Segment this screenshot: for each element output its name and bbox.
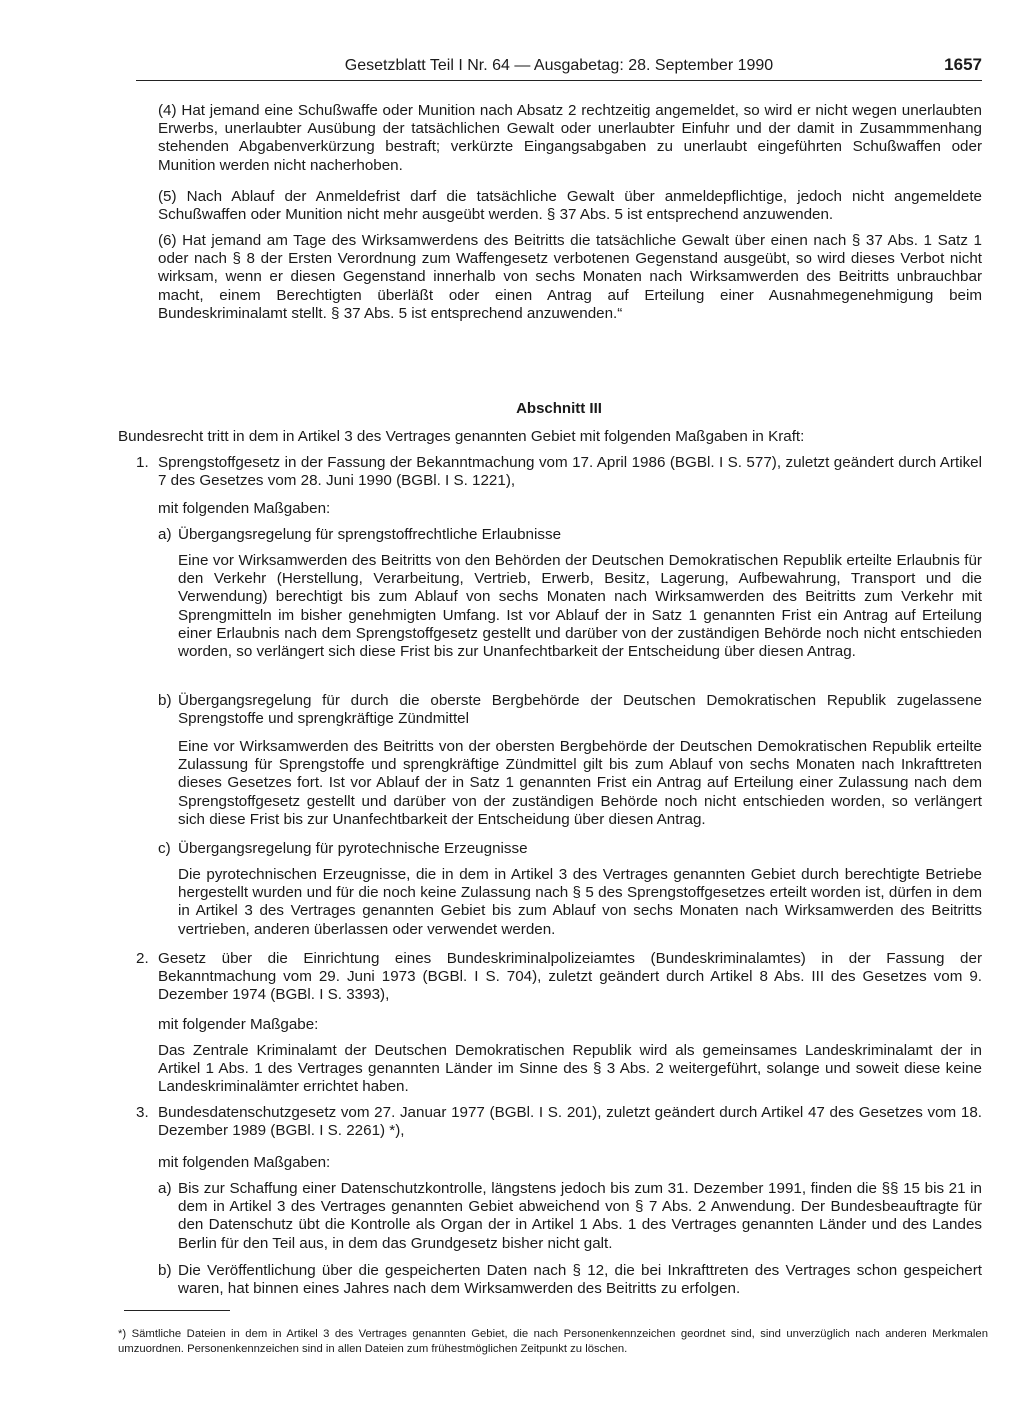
item-1-text: Sprengstoffgesetz in der Fassung der Bekanntmachung vom 17. April 1986 (BGBl. I S. 577), zuletzt geändert durch Artikel 7 des Gesetzes vom 28. Juni 1990 (BGBl. I S. 1221), — [158, 454, 982, 490]
item-1a-text: Eine vor Wirksamwerden des Beitritts von den Behörden der Deutschen Demokratischen Republik erteilte Erlaubnis für den Verkehr (Herstellung, Verarbeitung, Vertrieb, Erwerb, Besitz, Lagerung, Aufbewahrung, Transport und die Verwendung) berechtigt bis zum Ablauf von sechs Monaten nach Wirksamwerden des Beitritts zum Verkehr mit Sprengmitteln im bisher genehmigten Umfang. Ist vor Ablauf der in Satz 1 genannten Frist ein Antrag auf Erteilung einer Erlaubnis nach dem Sprengstoffgesetz gestellt und darüber von der zuständigen Behörde noch nicht entschieden worden, so verlängert sich diese Frist bis zur Unanfechtbarkeit der Entscheidung über diesen Antrag. — [178, 552, 982, 661]
footnote: *) Sämtliche Dateien in dem in Artikel 3 des Vertrages genannten Gebiet, die nach Personenkennzeichen geordnet sind, sind unverzüglich nach anderen Merkmalen umzuordnen. Personenkennzeichen sind in allen Dateien zum frühestmöglichen Zeitpunkt zu löschen. — [118, 1328, 988, 1355]
item-3b-label: b) — [158, 1262, 172, 1279]
item-1c-text: Die pyrotechnischen Erzeugnisse, die in dem in Artikel 3 des Vertrages genannten Gebiet durch berechtigte Betriebe hergestellt wurden und für die noch keine Zulassung nach § 5 des Sprengstoffgesetzes erteilt worden ist, dürfen in dem in Artikel 3 des Vertrages genannten Gebiet bis zum Ablauf von sechs Monaten nach Wirksamwerden des Beitritts vertrieben, anderen überlassen oder verwendet werden. — [178, 866, 982, 938]
section-intro: Bundesrecht tritt in dem in Artikel 3 des Vertrages genannten Gebiet mit folgenden Maßgaben in Kraft: — [118, 428, 805, 445]
item-2-body: Das Zentrale Kriminalamt der Deutschen Demokratischen Republik wird als gemeinsames Landeskriminalamt der in Artikel 1 Abs. 1 des Vertrages genannten Länder im Sinne des § 3 Abs. 2 weitergeführt, solange und soweit diese keine Landeskriminalämter errichtet haben. — [158, 1042, 982, 1096]
item-1c-label: c) — [158, 840, 171, 857]
item-1c-title: Übergangsregelung für pyrotechnische Erzeugnisse — [178, 840, 528, 857]
item-3a-label: a) — [158, 1180, 172, 1197]
item-1b-title: Übergangsregelung für durch die oberste Bergbehörde der Deutschen Demokratischen Republik zugelassene Sprengstoffe und sprengkräftige Zündmittel — [178, 692, 982, 728]
item-1a-title: Übergangsregelung für sprengstoffrechtliche Erlaubnisse — [178, 526, 562, 543]
page-number: 1657 — [944, 55, 982, 74]
item-3-text: Bundesdatenschutzgesetz vom 27. Januar 1977 (BGBl. I S. 201), zuletzt geändert durch Artikel 47 des Gesetzes vom 18. Dezember 1989 (BGBl. I S. 2261) *), — [158, 1104, 982, 1140]
item-1a-label: a) — [158, 526, 172, 543]
header-title: Gesetzblatt Teil I Nr. 64 — Ausgabetag: 28. September 1990 — [344, 57, 774, 74]
paragraph-5: (5) Nach Ablauf der Anmeldefrist darf die tatsächliche Gewalt über anmeldepflichtige, jedoch nicht angemeldete Schußwaffen oder Munition nicht mehr ausgeübt werden. § 37 Abs. 5 ist entsprechend anzuwenden. — [158, 188, 982, 224]
item-1-lead: mit folgenden Maßgaben: — [158, 500, 331, 517]
page-header — [136, 56, 982, 81]
item-1-number: 1. — [136, 454, 149, 471]
item-2-lead: mit folgender Maßgabe: — [158, 1016, 319, 1033]
item-2-number: 2. — [136, 950, 149, 967]
item-3-number: 3. — [136, 1104, 149, 1121]
item-3b-text: Die Veröffentlichung über die gespeicherten Daten nach § 12, die bei Inkrafttreten des Vertrages schon gespeichert waren, hat binnen eines Jahres nach dem Wirksamwerden des Beitritts zu erfolgen. — [178, 1262, 982, 1298]
item-3a-text: Bis zur Schaffung einer Datenschutzkontrolle, längstens jedoch bis zum 31. Dezember 1991, finden die §§ 15 bis 21 in dem in Artikel 3 des Vertrages genannten Gebiet abweichend von § 7 Abs. 2 Anwendung. Der Bundesbeauftragte für den Datenschutz übt die Kontrolle als Organ der in Artikel 1 Abs. 1 des Vertrages genannten Länder und des Landes Berlin für den Teil aus, in dem das Grundgesetz bisher nicht galt. — [178, 1180, 982, 1252]
item-3-lead: mit folgenden Maßgaben: — [158, 1154, 331, 1171]
item-1b-label: b) — [158, 692, 172, 709]
paragraph-4: (4) Hat jemand eine Schußwaffe oder Munition nach Absatz 2 rechtzeitig angemeldet, so wird er nicht wegen unerlaubten Erwerbs, unerlaubter Ausübung der tatsächlichen Gewalt oder unerlaubter Einfuhr und der damit in Zusammmenhang stehenden Abgabenverkürzung bestraft; verkürzte Eingangsabgaben zu unerlaubt eingeführten Schußwaffen oder Munition werden nicht nacherhoben. — [158, 102, 982, 174]
section-heading: Abschnitt III — [516, 400, 602, 417]
footnote-divider — [124, 1310, 230, 1311]
item-2-text: Gesetz über die Einrichtung eines Bundeskriminalpolizeiamtes (Bundeskriminalamtes) in der Fassung der Bekanntmachung vom 29. Juni 1973 (BGBl. I S. 704), zuletzt geändert durch Artikel 8 Abs. III des Gesetzes vom 9. Dezember 1974 (BGBl. I S. 3393), — [158, 950, 982, 1004]
paragraph-6: (6) Hat jemand am Tage des Wirksamwerdens des Beitritts die tatsächliche Gewalt über einen nach § 37 Abs. 1 Satz 1 oder nach § 8 der Ersten Verordnung zum Waffengesetz verbotenen Gegenstand ausgeübt, so wird dieses Verbot nicht wirksam, wenn er diesen Gegenstand innerhalb von sechs Monaten nach Wirksamwerden des Beitritts unbrauchbar macht, einem Berechtigten überläßt oder einen Antrag auf Erteilung einer Ausnahmegenehmigung beim Bundeskriminalamt stellt. § 37 Abs. 5 ist entsprechend anzuwenden.“ — [158, 232, 982, 322]
item-1b-text: Eine vor Wirksamwerden des Beitritts von der obersten Bergbehörde der Deutschen Demokratischen Republik erteilte Zulassung für Sprengstoffe und sprengkräftige Zündmittel gilt bis zum Ablauf von sechs Monaten nach Inkrafttreten dieses Gesetzes fort. Ist vor Ablauf der in Satz 1 genannten Frist ein Antrag auf Erteilung einer Zulassung nach dem Sprengstoffgesetz gestellt und darüber von der zuständigen Behörde noch nicht entschieden worden, so verlängert sich diese Frist bis zur Unanfechtbarkeit der Entscheidung über diesen Antrag. — [178, 738, 982, 828]
